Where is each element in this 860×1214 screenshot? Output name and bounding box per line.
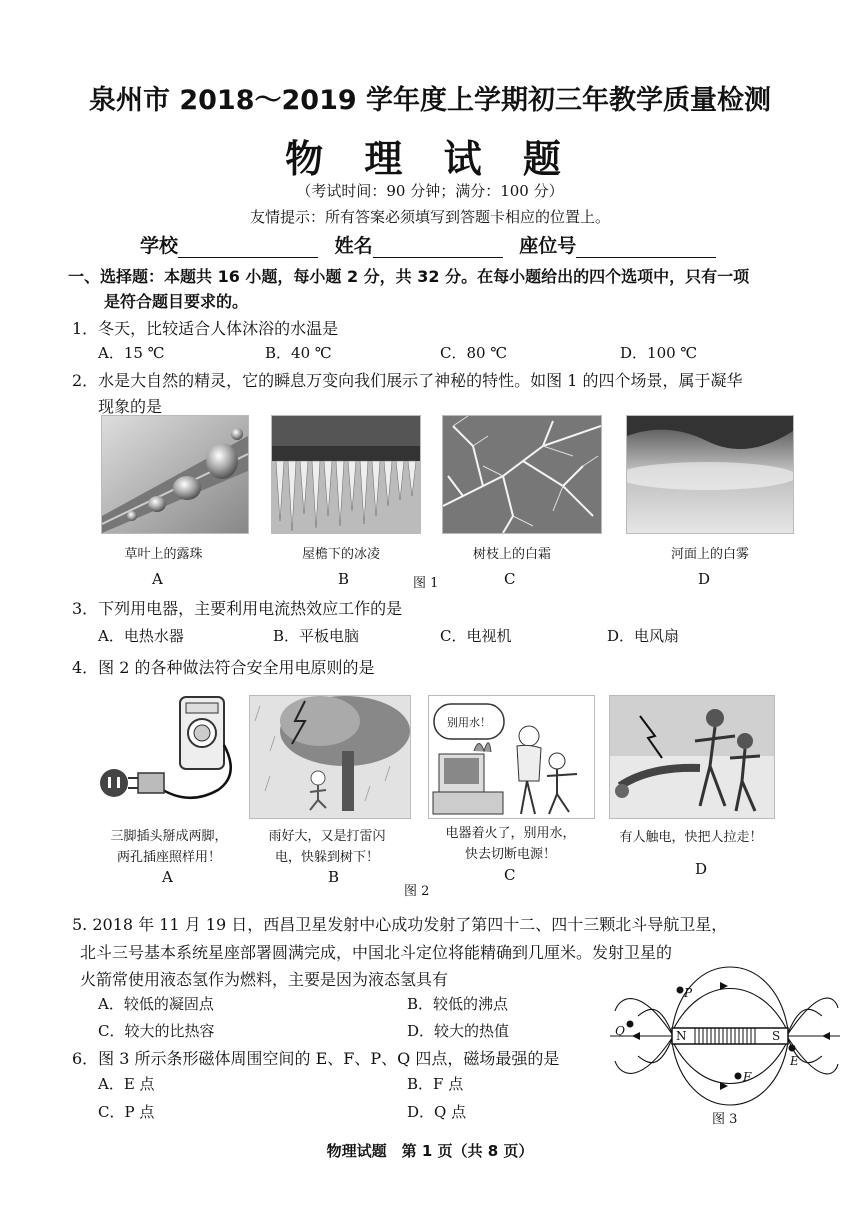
q4-letter-d: D [695,860,708,878]
q6-option-a: A．E 点 [98,1075,155,1093]
fig1-label: 图 1 [413,576,439,591]
exam-info: （考试时间：90 分钟；满分：100 分） [296,182,564,200]
seat-label: 座位号 [519,235,577,257]
answer-tip: 友情提示：所有答案必须填写到答题卡相应的位置上。 [249,208,610,226]
q2-caption-d: 河面上的白雾 [670,547,749,562]
name-label: 姓名 [334,235,373,257]
section-heading-cont: 是符合题目要求的。 [104,292,249,311]
q1-option-b: B．40 ℃ [265,344,332,362]
point-q-label: Q [615,1024,625,1038]
point-e [789,1045,796,1052]
q4-letter-b: B [328,868,340,886]
plug-illustration [98,695,240,817]
q2-stem-cont: 现象的是 [98,397,163,416]
fig3-label: 图 3 [712,1112,738,1127]
q2-letter-a: A [152,570,163,588]
q5-option-c: C．较大的比热容 [98,1022,215,1040]
q5-option-b: B．较低的沸点 [407,995,509,1013]
q2-letter-d: D [698,570,711,588]
q3-option-c: C．电视机 [440,627,512,645]
point-f-label: F [743,1070,752,1084]
q1-option-c: C．80 ℃ [440,344,508,362]
school-blank[interactable] [178,237,318,258]
fig2-label: 图 2 [404,884,430,899]
q2-caption-b: 屋檐下的冰凌 [301,547,380,562]
q3-option-b: B．平板电脑 [273,627,360,645]
q6-stem: 6．图 3 所示条形磁体周围空间的 E、F、P、Q 四点，磁场最强的是 [72,1049,560,1068]
q4-letter-c: C [504,866,516,884]
q3-option-a: A．电热水器 [98,627,184,645]
subject-title: 物 理 试 题 [285,137,575,181]
q1-option-d: D．100 ℃ [620,344,698,362]
q4-caption-a: 三脚插头掰成两脚， 两孔插座照样用！ [110,829,228,865]
q5-option-a: A．较低的凝固点 [98,995,214,1013]
name-blank[interactable] [373,237,503,258]
page-footer: 物理试题 第 1 页（共 8 页） [326,1142,534,1160]
magnetic-field-lines [610,966,840,1106]
point-p [677,987,684,994]
q4-letter-a: A [162,868,173,886]
school-label: 学校 [140,235,179,257]
q3-stem: 3．下列用电器，主要利用电流热效应工作的是 [72,599,403,618]
point-f [735,1073,742,1080]
point-p-label: P [684,986,693,1000]
q5-option-d: D．较大的热值 [407,1022,510,1040]
electrical-fire-image [428,695,595,819]
q6-option-b: B．F 点 [407,1075,464,1093]
q3-option-d: D．电风扇 [607,627,680,645]
q6-option-d: D．Q 点 [407,1103,467,1121]
q4-stem: 4．图 2 的各种做法符合安全用电原则的是 [72,658,375,677]
q2-letter-b: B [338,570,350,588]
point-q [627,1021,634,1028]
point-e-label: E [790,1054,799,1068]
q6-option-c: C．P 点 [98,1103,155,1121]
exam-title: 泉州市 2018～2019 学年度上学期初三年教学质量检测 [88,85,772,116]
q2-caption-a: 草叶上的露珠 [124,547,203,562]
q5-stem-line1: 5. 2018 年 11 月 19 日，西昌卫星发射中心成功发射了第四十二、四十三颗北斗导航卫星， [72,915,728,934]
q4-caption-d: 有人触电，快把人拉走！ [619,830,763,845]
student-info-row [140,231,716,258]
icicle-image [271,415,421,534]
q4-caption-b: 雨好大，又是打雷闪 电，快躲到树下！ [268,829,386,865]
magnet-n-label: N [676,1029,687,1043]
thunderstorm-tree-image [249,695,411,819]
q5-stem-line2: 北斗三号基本系统星座部署圆满完成，中国北斗定位将能精确到几厘米。发射卫星的 [80,943,673,962]
q1-stem: 1．冬天，比较适合人体沐浴的水温是 [72,319,339,338]
q1-option-a: A．15 ℃ [98,344,165,362]
q2-caption-c: 树枝上的白霜 [472,547,551,562]
q2-letter-c: C [504,570,516,588]
q2-stem: 2．水是大自然的精灵，它的瞬息万变向我们展示了神秘的特性。如图 1 的四个场景，属于凝华 [72,371,743,390]
seat-blank[interactable] [576,237,716,258]
q5-stem-line3: 火箭常使用液态氢作为燃料，主要是因为液态氢具有 [80,970,449,989]
electric-shock-rescue-image [609,695,775,819]
q4-caption-c: 电器着火了，别用水， 快去切断电源！ [445,826,576,862]
speech-bubble: 别用水！ [447,716,491,729]
bar-magnet-field-diagram [610,966,840,1106]
dewdrop-image [101,415,249,534]
frost-image [442,415,602,534]
section-heading: 一、选择题：本题共 16 小题，每小题 2 分，共 32 分。在每小题给出的四个选项中，只有一项 [68,267,750,286]
river-fog-image [626,415,794,534]
magnet-s-label: S [772,1029,781,1043]
